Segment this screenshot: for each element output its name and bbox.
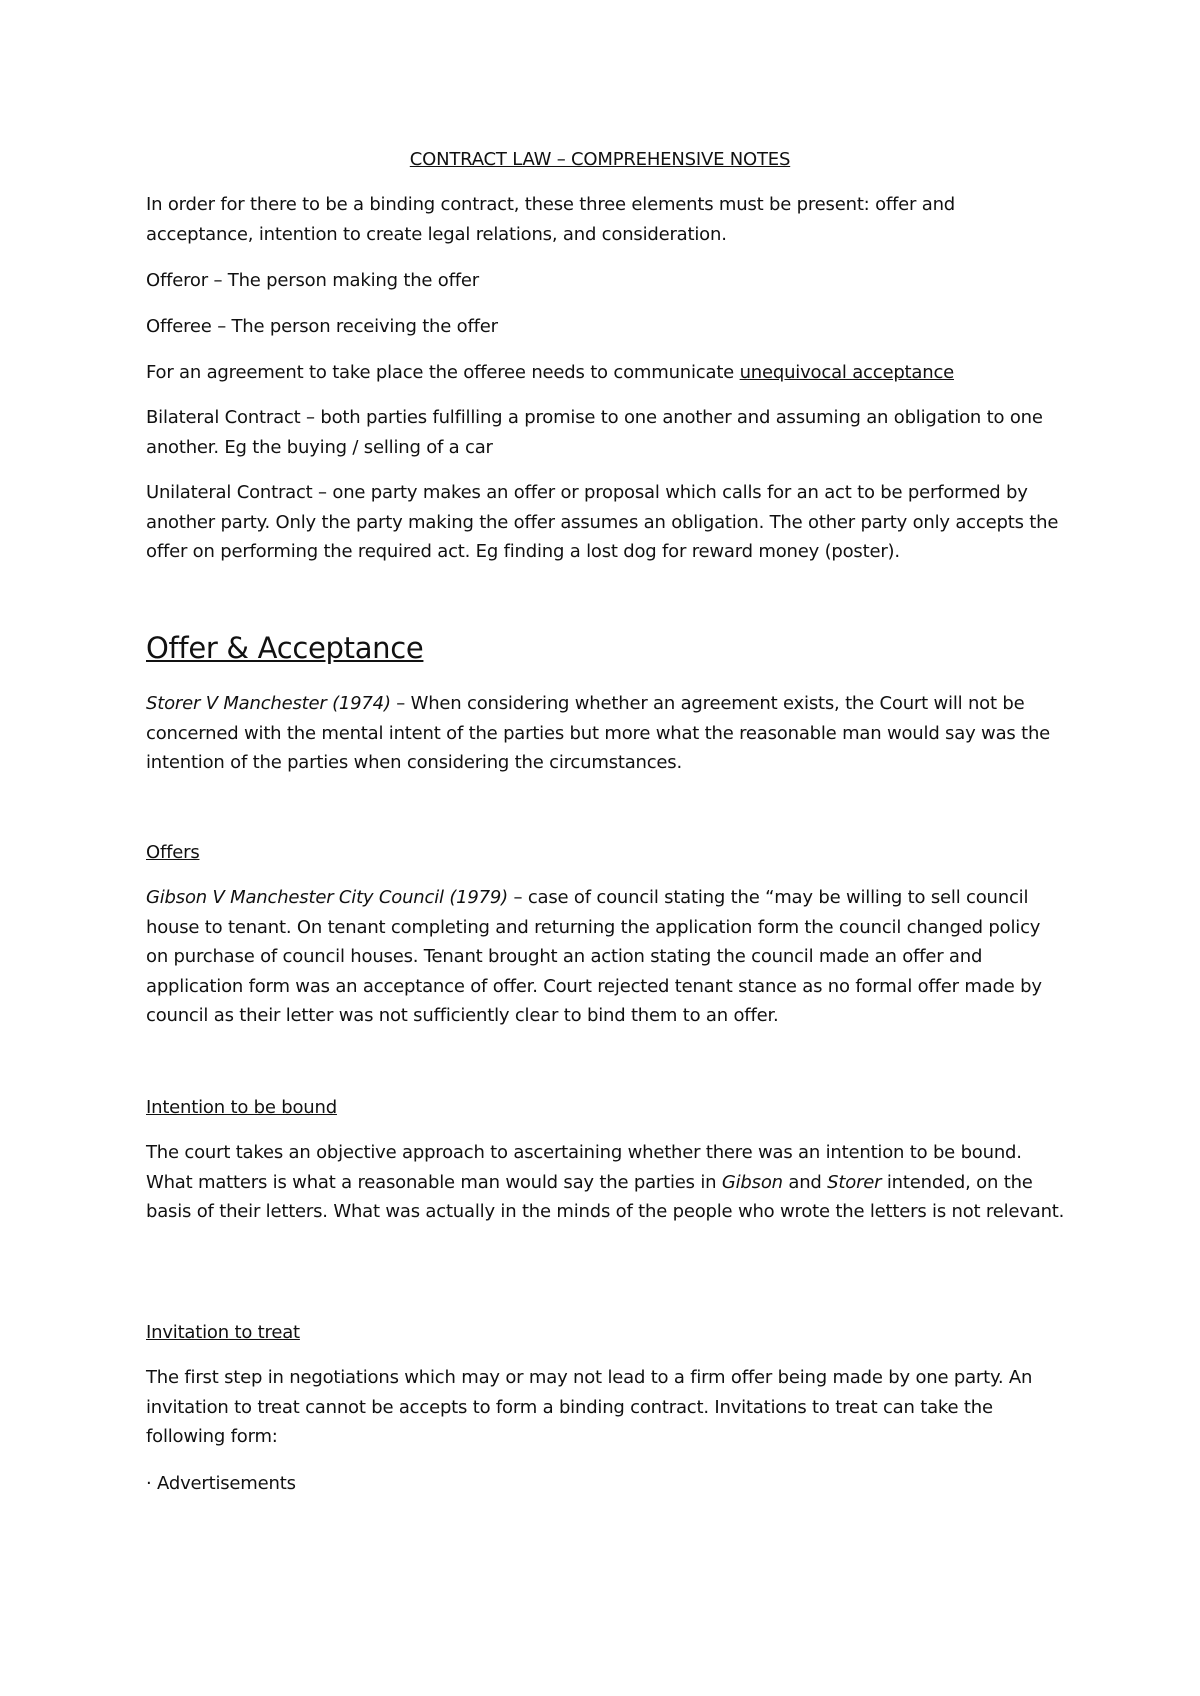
bullet-advertisements: · Advertisements xyxy=(146,1473,296,1494)
offers-subheading: Offers xyxy=(146,842,200,863)
gibson-text: – case of council stating the “may be willing to sell council house to tenant. On tenant completing and returning the application form the council changed policy on purchase of council houses. Tenant brought an action stating the council made an offer and application form was an acceptance of offer. Court rejected tenant stance as no formal offer made by council as their letter was not sufficiently clear to bind them to an offer. xyxy=(146,887,1042,1026)
gibson-case-name: Gibson V Manchester City Council (1979) xyxy=(146,887,508,908)
intention-storer: Storer xyxy=(827,1171,882,1193)
storer-paragraph xyxy=(146,689,1066,778)
intention-subheading: Intention to be bound xyxy=(146,1097,337,1118)
unilateral-contract-paragraph: Unilateral Contract – one party makes an offer or proposal which calls for an act to be performed by another party. Only the party making the offer assumes an obligation. The other party only accepts the offer on performing the required act. Eg finding a lost dog for reward money (poster). xyxy=(146,482,1059,562)
bilateral-contract-paragraph: Bilateral Contract – both parties fulfilling a promise to one another and assuming an obligation to one another. Eg the buying / selling of a car xyxy=(146,407,1043,458)
intention-text-2: intended, on the basis of their letters. What was actually in the minds of the people who wrote the letters is not relevant. xyxy=(146,1171,1065,1222)
storer-case-name: Storer V Manchester (1974) xyxy=(146,693,391,714)
agreement-text: For an agreement to take place the offeree needs to communicate xyxy=(146,362,740,383)
intention-paragraph xyxy=(146,1138,1066,1227)
unequivocal-acceptance-text: unequivocal acceptance xyxy=(739,362,955,383)
storer-text: – When considering whether an agreement exists, the Court will not be concerned with the mental intent of the parties but more what the reasonable man would say was the intention of the parties when considering the circumstances. xyxy=(146,693,1051,773)
offeror-definition: Offeror – The person making the offer xyxy=(146,270,479,291)
intention-text-1: The court takes an objective approach to ascertaining whether there was an intention to be bound. What matters is what a reasonable man would say the parties in xyxy=(146,1142,1022,1193)
intention-gibson: Gibson xyxy=(721,1171,783,1193)
document-title: CONTRACT LAW – COMPREHENSIVE NOTES xyxy=(409,149,791,170)
agreement-paragraph xyxy=(146,358,1066,388)
invitation-subheading: Invitation to treat xyxy=(146,1322,300,1343)
gibson-paragraph xyxy=(146,883,1066,1031)
offeree-definition: Offeree – The person receiving the offer xyxy=(146,316,498,337)
intention-and: and xyxy=(782,1171,828,1193)
invitation-paragraph: The first step in negotiations which may or may not lead to a firm offer being made by one party. An invitation to treat cannot be accepts to form a binding contract. Invitations to treat can take the following form: xyxy=(146,1367,1033,1447)
intro-paragraph: In order for there to be a binding contract, these three elements must be present: offer and acceptance, intention to create legal relations, and consideration. xyxy=(146,194,956,245)
offer-acceptance-heading: Offer & Acceptance xyxy=(146,631,424,665)
